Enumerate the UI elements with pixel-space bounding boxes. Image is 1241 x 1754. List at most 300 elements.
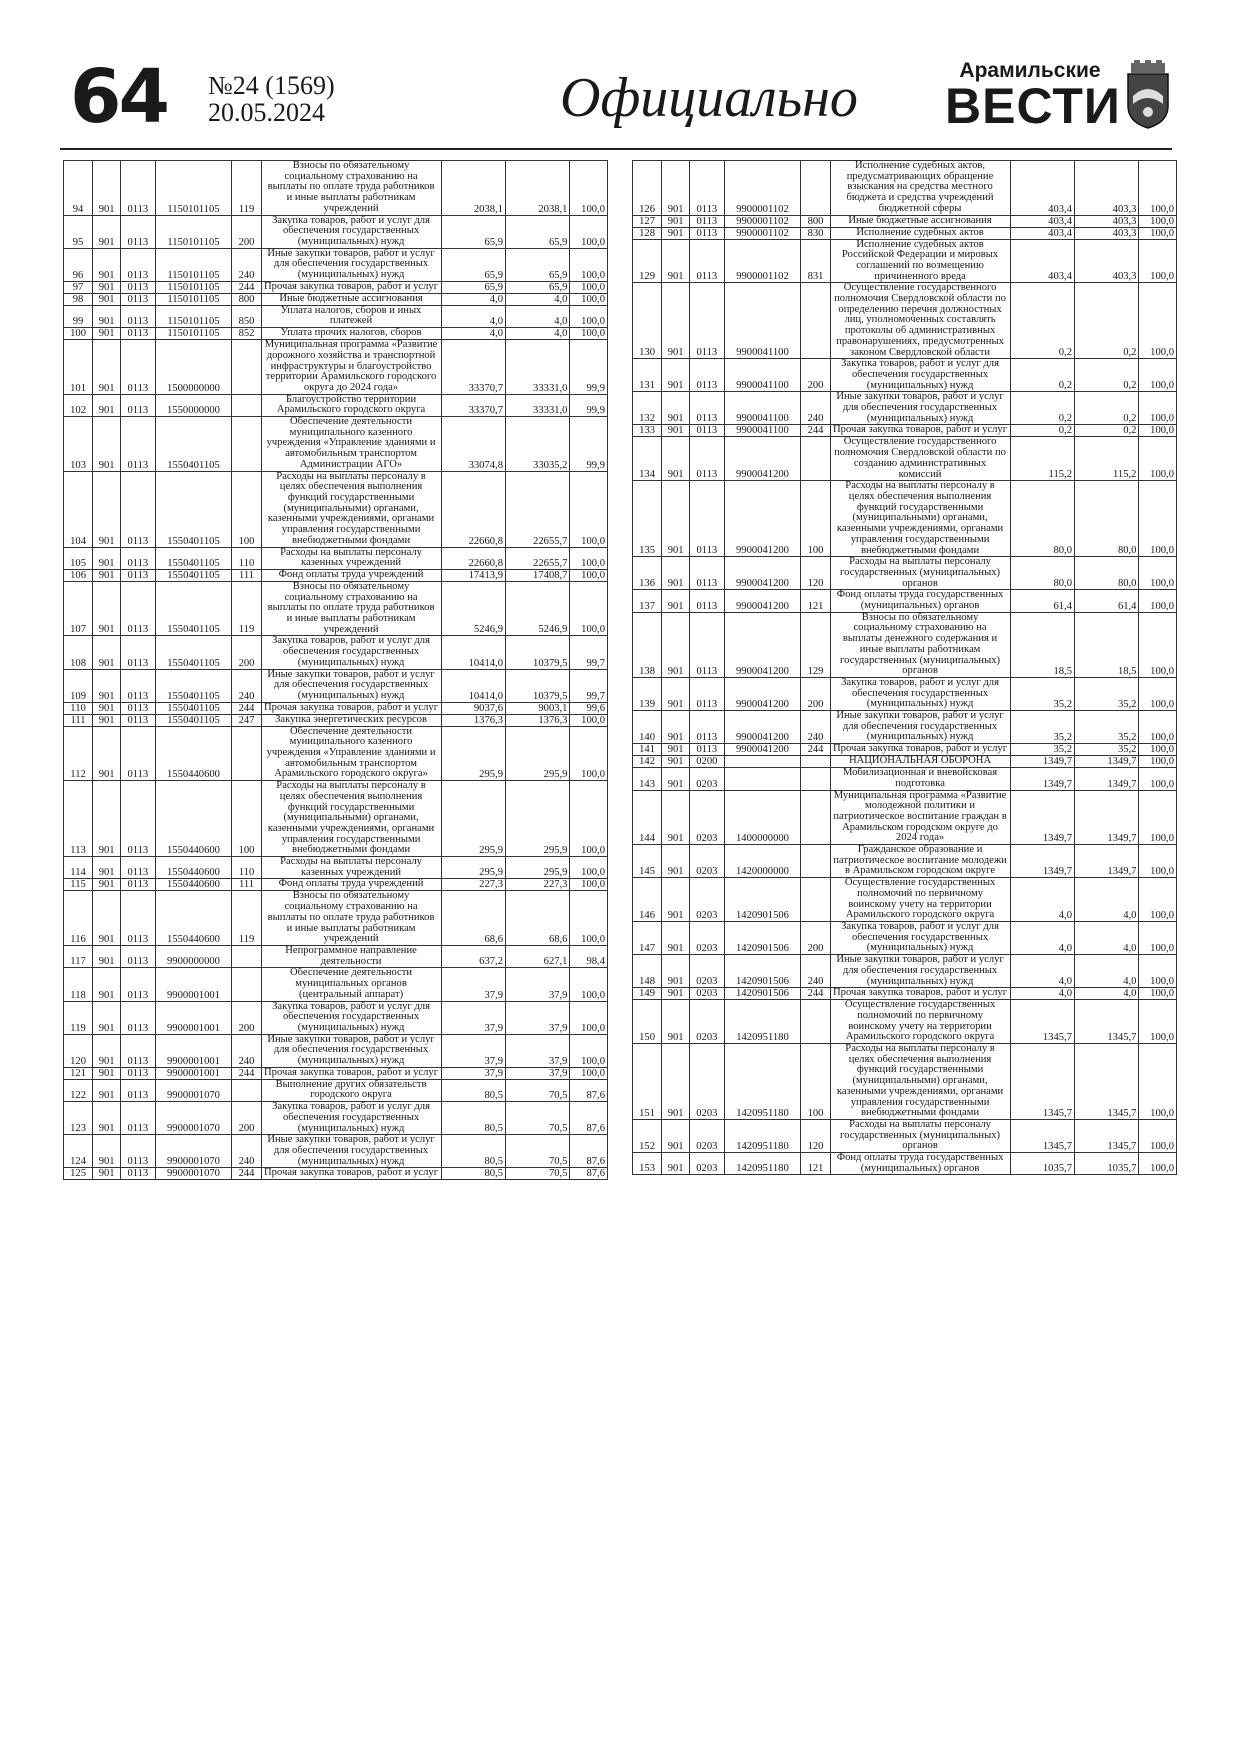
table-row xyxy=(64,1067,608,1079)
expense-type-code: 200 xyxy=(232,1001,261,1034)
section-code: 0113 xyxy=(121,248,155,281)
expense-type-code: 200 xyxy=(801,922,830,955)
section-code: 0113 xyxy=(121,781,155,857)
table-row xyxy=(64,714,608,726)
target-article-code: 1550401105 xyxy=(155,714,232,726)
ministry-code: 901 xyxy=(93,161,121,216)
section-code: 0113 xyxy=(690,227,724,239)
executed-amount: 1035,7 xyxy=(1075,1153,1139,1175)
executed-amount: 65,9 xyxy=(506,281,570,293)
expense-description: Обеспечение деятельности муниципального казенного учреждения «Управление зданиями и автомобильным транспортом Администрации АГО» xyxy=(261,417,441,472)
expense-description: Взносы по обязательному социальному страхованию на выплаты денежного содержания и иные выплаты работникам государственных (муниципальных) органов xyxy=(830,612,1010,677)
row-number: 98 xyxy=(64,293,93,305)
planned-amount: 0,2 xyxy=(1010,392,1074,425)
expense-type-code: 244 xyxy=(232,702,261,714)
executed-amount: 1345,7 xyxy=(1075,1044,1139,1120)
execution-percent: 100,0 xyxy=(570,714,608,726)
table-row xyxy=(64,891,608,946)
table-row xyxy=(64,417,608,472)
executed-amount: 70,5 xyxy=(506,1079,570,1101)
row-number: 96 xyxy=(64,248,93,281)
expense-type-code: 111 xyxy=(232,879,261,891)
expense-description: Прочая закупка товаров, работ и услуг xyxy=(261,1168,441,1180)
ministry-code: 901 xyxy=(93,340,121,395)
ministry-code: 901 xyxy=(93,1102,121,1135)
table-row xyxy=(64,781,608,857)
target-article-code: 1150101105 xyxy=(155,328,232,340)
ministry-code: 901 xyxy=(93,879,121,891)
ministry-code: 901 xyxy=(93,394,121,416)
table-row xyxy=(64,394,608,416)
planned-amount: 403,4 xyxy=(1010,227,1074,239)
table-row xyxy=(64,1079,608,1101)
ministry-code: 901 xyxy=(662,1119,690,1152)
expense-description: Иные закупки товаров, работ и услуг для обеспечения государственных (муниципальных) нужд xyxy=(261,1034,441,1067)
section-code: 0113 xyxy=(690,711,724,744)
newspaper-logo xyxy=(945,59,1121,134)
planned-amount: 1349,7 xyxy=(1010,768,1074,790)
row-number: 133 xyxy=(633,425,662,437)
ministry-code: 901 xyxy=(662,1153,690,1175)
executed-amount: 80,0 xyxy=(1075,481,1139,557)
execution-percent: 100,0 xyxy=(1139,227,1177,239)
execution-percent: 100,0 xyxy=(1139,161,1177,216)
execution-percent: 99,9 xyxy=(570,340,608,395)
expense-description: Иные закупки товаров, работ и услуг для обеспечения государственных (муниципальных) нужд xyxy=(830,392,1010,425)
expense-type-code: 244 xyxy=(801,744,830,756)
expense-type-code: 200 xyxy=(232,1102,261,1135)
target-article-code: 9900000000 xyxy=(155,946,232,968)
row-number: 124 xyxy=(64,1135,93,1168)
ministry-code: 901 xyxy=(93,248,121,281)
execution-percent: 100,0 xyxy=(570,891,608,946)
row-number: 101 xyxy=(64,340,93,395)
row-number: 111 xyxy=(64,714,93,726)
target-article-code: 9900041100 xyxy=(724,425,801,437)
table-row xyxy=(64,471,608,547)
expense-type-code xyxy=(801,878,830,922)
ministry-code: 901 xyxy=(662,227,690,239)
section-code: 0113 xyxy=(121,394,155,416)
planned-amount: 65,9 xyxy=(441,281,505,293)
executed-amount: 627,1 xyxy=(506,946,570,968)
expense-type-code: 240 xyxy=(232,1034,261,1067)
ministry-code: 901 xyxy=(662,239,690,283)
section-code: 0113 xyxy=(690,437,724,481)
execution-percent: 100,0 xyxy=(570,328,608,340)
execution-percent: 100,0 xyxy=(1139,1119,1177,1152)
row-number: 152 xyxy=(633,1119,662,1152)
section-code: 0113 xyxy=(121,293,155,305)
target-article-code: 1420000000 xyxy=(724,845,801,878)
planned-amount: 295,9 xyxy=(441,781,505,857)
section-code: 0203 xyxy=(690,1119,724,1152)
target-article-code: 9900041200 xyxy=(724,437,801,481)
row-number: 146 xyxy=(633,878,662,922)
table-row xyxy=(633,1153,1177,1175)
ministry-code: 901 xyxy=(662,711,690,744)
expense-type-code: 120 xyxy=(801,1119,830,1152)
expense-description: Осуществление государственного полномочия Свердловской области по созданию административных комиссий xyxy=(830,437,1010,481)
expense-type-code: 244 xyxy=(801,988,830,1000)
executed-amount: 1349,7 xyxy=(1075,845,1139,878)
executed-amount: 1376,3 xyxy=(506,714,570,726)
row-number: 149 xyxy=(633,988,662,1000)
expense-type-code xyxy=(232,394,261,416)
table-row xyxy=(633,612,1177,677)
row-number: 119 xyxy=(64,1001,93,1034)
target-article-code: 1550401105 xyxy=(155,702,232,714)
expense-type-code xyxy=(232,946,261,968)
ministry-code: 901 xyxy=(662,359,690,392)
expense-description: Мобилизационная и вневойсковая подготовка xyxy=(830,768,1010,790)
expense-description: Прочая закупка товаров, работ и услуг xyxy=(830,988,1010,1000)
row-number: 118 xyxy=(64,968,93,1001)
row-number: 95 xyxy=(64,215,93,248)
planned-amount: 0,2 xyxy=(1010,359,1074,392)
section-code: 0203 xyxy=(690,768,724,790)
row-number: 132 xyxy=(633,392,662,425)
executed-amount: 4,0 xyxy=(1075,922,1139,955)
planned-amount: 403,4 xyxy=(1010,239,1074,283)
ministry-code: 901 xyxy=(662,845,690,878)
expense-description: Расходы на выплаты персоналу государственных (муниципальных) органов xyxy=(830,1119,1010,1152)
expense-description: Иные бюджетные ассигнования xyxy=(261,293,441,305)
section-title: Официально xyxy=(560,67,858,129)
executed-amount: 295,9 xyxy=(506,857,570,879)
expense-type-code: 120 xyxy=(801,557,830,590)
executed-amount: 403,3 xyxy=(1075,239,1139,283)
table-row xyxy=(64,340,608,395)
executed-amount: 403,3 xyxy=(1075,227,1139,239)
section-code: 0113 xyxy=(121,726,155,781)
expense-type-code: 800 xyxy=(232,293,261,305)
execution-percent: 100,0 xyxy=(570,305,608,327)
expense-description: Закупка товаров, работ и услуг для обеспечения государственных (муниципальных) нужд xyxy=(261,1102,441,1135)
target-article-code: 1550401105 xyxy=(155,669,232,702)
executed-amount: 68,6 xyxy=(506,891,570,946)
target-article-code: 9900001102 xyxy=(724,239,801,283)
expense-description: Обеспечение деятельности муниципальных органов (центральный аппарат) xyxy=(261,968,441,1001)
expense-description: Прочая закупка товаров, работ и услуг xyxy=(261,702,441,714)
section-code: 0203 xyxy=(690,1000,724,1044)
section-code: 0203 xyxy=(690,955,724,988)
ministry-code: 901 xyxy=(93,857,121,879)
execution-percent: 87,6 xyxy=(570,1102,608,1135)
target-article-code: 9900041100 xyxy=(724,359,801,392)
expense-type-code: 119 xyxy=(232,581,261,636)
planned-amount: 4,0 xyxy=(1010,878,1074,922)
expense-description: Исполнение судебных актов Российской Федерации и мировых соглашений по возмещению причиненного вреда xyxy=(830,239,1010,283)
target-article-code: 9900001070 xyxy=(155,1168,232,1180)
row-number: 141 xyxy=(633,744,662,756)
section-code: 0113 xyxy=(121,417,155,472)
issue-info xyxy=(208,72,335,126)
execution-percent: 98,4 xyxy=(570,946,608,968)
expense-type-code: 244 xyxy=(232,1168,261,1180)
planned-amount: 10414,0 xyxy=(441,669,505,702)
planned-amount: 9037,6 xyxy=(441,702,505,714)
table-row xyxy=(64,669,608,702)
expense-description: Осуществление государственного полномочия Свердловской области по определению перечня должностных лиц, уполномоченных составлять протоколы об административных правонарушениях, предусмотренных законом Свердловской области xyxy=(830,283,1010,359)
planned-amount: 80,5 xyxy=(441,1135,505,1168)
executed-amount: 37,9 xyxy=(506,1034,570,1067)
table-row xyxy=(64,968,608,1001)
table-row xyxy=(633,711,1177,744)
target-article-code: 9900001001 xyxy=(155,1001,232,1034)
table-row xyxy=(64,328,608,340)
planned-amount: 4,0 xyxy=(441,328,505,340)
table-row xyxy=(64,1034,608,1067)
planned-amount: 2038,1 xyxy=(441,161,505,216)
row-number: 131 xyxy=(633,359,662,392)
execution-percent: 99,9 xyxy=(570,417,608,472)
execution-percent: 100,0 xyxy=(570,161,608,216)
target-article-code: 1150101105 xyxy=(155,215,232,248)
expense-type-code: 100 xyxy=(232,781,261,857)
execution-percent: 100,0 xyxy=(570,1067,608,1079)
ministry-code: 901 xyxy=(662,677,690,710)
section-code: 0113 xyxy=(121,857,155,879)
executed-amount: 403,3 xyxy=(1075,161,1139,216)
table-row xyxy=(64,305,608,327)
planned-amount: 1035,7 xyxy=(1010,1153,1074,1175)
row-number: 127 xyxy=(633,215,662,227)
target-article-code: 9900001070 xyxy=(155,1079,232,1101)
executed-amount: 70,5 xyxy=(506,1102,570,1135)
executed-amount: 1345,7 xyxy=(1075,1000,1139,1044)
row-number: 148 xyxy=(633,955,662,988)
target-article-code: 9900041100 xyxy=(724,392,801,425)
execution-percent: 100,0 xyxy=(1139,845,1177,878)
planned-amount: 115,2 xyxy=(1010,437,1074,481)
expense-type-code xyxy=(232,968,261,1001)
execution-percent: 99,6 xyxy=(570,702,608,714)
section-code: 0113 xyxy=(121,1001,155,1034)
expense-type-code: 240 xyxy=(232,1135,261,1168)
expense-description: Фонд оплаты труда государственных (муниципальных) органов xyxy=(830,1153,1010,1175)
execution-percent: 100,0 xyxy=(1139,756,1177,768)
executed-amount: 33331,0 xyxy=(506,394,570,416)
expense-type-code: 240 xyxy=(232,248,261,281)
executed-amount: 115,2 xyxy=(1075,437,1139,481)
table-row xyxy=(633,359,1177,392)
section-code: 0113 xyxy=(121,281,155,293)
row-number: 122 xyxy=(64,1079,93,1101)
expense-description: Благоустройство территории Арамильского городского округа xyxy=(261,394,441,416)
executed-amount: 33331,0 xyxy=(506,340,570,395)
table-row xyxy=(64,215,608,248)
ministry-code: 901 xyxy=(93,1034,121,1067)
ministry-code: 901 xyxy=(662,988,690,1000)
row-number: 130 xyxy=(633,283,662,359)
ministry-code: 901 xyxy=(662,790,690,845)
table-row xyxy=(64,702,608,714)
row-number: 125 xyxy=(64,1168,93,1180)
execution-percent: 100,0 xyxy=(1139,612,1177,677)
table-row xyxy=(64,857,608,879)
execution-percent: 100,0 xyxy=(570,281,608,293)
section-code: 0203 xyxy=(690,988,724,1000)
execution-percent: 100,0 xyxy=(1139,711,1177,744)
executed-amount: 22655,7 xyxy=(506,471,570,547)
target-article-code: 1550401105 xyxy=(155,471,232,547)
ministry-code: 901 xyxy=(93,669,121,702)
ministry-code: 901 xyxy=(93,1079,121,1101)
row-number: 140 xyxy=(633,711,662,744)
table-row xyxy=(633,878,1177,922)
executed-amount: 65,9 xyxy=(506,248,570,281)
expense-description: Закупка товаров, работ и услуг для обеспечения государственных (муниципальных) нужд xyxy=(261,636,441,669)
expense-type-code: 121 xyxy=(801,590,830,612)
table-row xyxy=(64,569,608,581)
executed-amount: 35,2 xyxy=(1075,677,1139,710)
row-number: 100 xyxy=(64,328,93,340)
planned-amount: 80,5 xyxy=(441,1102,505,1135)
executed-amount: 70,5 xyxy=(506,1135,570,1168)
planned-amount: 35,2 xyxy=(1010,677,1074,710)
expense-description: Обеспечение деятельности муниципального казенного учреждения «Управление зданиями и автомобильным транспортом Арамильского городского округа» xyxy=(261,726,441,781)
execution-percent: 100,0 xyxy=(1139,590,1177,612)
table-row xyxy=(64,1168,608,1180)
planned-amount: 65,9 xyxy=(441,215,505,248)
row-number: 142 xyxy=(633,756,662,768)
expense-type-code: 129 xyxy=(801,612,830,677)
section-code: 0203 xyxy=(690,878,724,922)
row-number: 110 xyxy=(64,702,93,714)
execution-percent: 100,0 xyxy=(570,248,608,281)
row-number: 116 xyxy=(64,891,93,946)
expense-description: Прочая закупка товаров, работ и услуг xyxy=(261,281,441,293)
execution-percent: 100,0 xyxy=(570,781,608,857)
table-row xyxy=(633,215,1177,227)
expense-type-code: 830 xyxy=(801,227,830,239)
section-code: 0113 xyxy=(690,744,724,756)
execution-percent: 100,0 xyxy=(1139,239,1177,283)
ministry-code: 901 xyxy=(662,955,690,988)
planned-amount: 403,4 xyxy=(1010,161,1074,216)
execution-percent: 100,0 xyxy=(1139,790,1177,845)
target-article-code: 1420951180 xyxy=(724,1000,801,1044)
section-code: 0113 xyxy=(121,1168,155,1180)
table-row xyxy=(633,283,1177,359)
ministry-code: 901 xyxy=(93,1135,121,1168)
coat-of-arms-icon xyxy=(1125,60,1171,130)
execution-percent: 100,0 xyxy=(570,471,608,547)
expense-description: Расходы на выплаты персоналу в целях обеспечения выполнения функций государственными (муниципальными) органами, казенными учреждениями, органами управления государственными внебюджетными фондами xyxy=(830,1044,1010,1120)
table-row xyxy=(64,547,608,569)
target-article-code: 1150101105 xyxy=(155,248,232,281)
execution-percent: 87,6 xyxy=(570,1135,608,1168)
expense-type-code: 852 xyxy=(232,328,261,340)
row-number: 151 xyxy=(633,1044,662,1120)
target-article-code: 9900041200 xyxy=(724,711,801,744)
planned-amount: 80,0 xyxy=(1010,557,1074,590)
table-row xyxy=(633,955,1177,988)
planned-amount: 37,9 xyxy=(441,1001,505,1034)
executed-amount: 0,2 xyxy=(1075,392,1139,425)
section-code: 0203 xyxy=(690,790,724,845)
planned-amount: 1349,7 xyxy=(1010,845,1074,878)
table-row xyxy=(633,768,1177,790)
ministry-code: 901 xyxy=(93,328,121,340)
target-article-code: 1420901506 xyxy=(724,955,801,988)
expense-description: Расходы на выплаты персоналу в целях обеспечения выполнения функций государственными (муниципальными) органами, казенными учреждениями, органами управления государственными внебюджетными фондами xyxy=(261,471,441,547)
ministry-code: 901 xyxy=(93,1001,121,1034)
expense-type-code: 111 xyxy=(232,569,261,581)
table-row xyxy=(633,425,1177,437)
executed-amount: 403,3 xyxy=(1075,215,1139,227)
section-code: 0113 xyxy=(121,1102,155,1135)
execution-percent: 100,0 xyxy=(570,215,608,248)
execution-percent: 100,0 xyxy=(1139,283,1177,359)
expense-type-code xyxy=(232,340,261,395)
expense-type-code xyxy=(801,437,830,481)
expense-type-code: 850 xyxy=(232,305,261,327)
expense-type-code xyxy=(232,417,261,472)
target-article-code: 1550440600 xyxy=(155,781,232,857)
target-article-code: 9900041200 xyxy=(724,481,801,557)
target-article-code: 1420901506 xyxy=(724,988,801,1000)
target-article-code xyxy=(724,768,801,790)
executed-amount: 10379,5 xyxy=(506,636,570,669)
row-number: 107 xyxy=(64,581,93,636)
target-article-code: 9900041200 xyxy=(724,590,801,612)
ministry-code: 901 xyxy=(662,878,690,922)
expense-type-code: 800 xyxy=(801,215,830,227)
planned-amount: 10414,0 xyxy=(441,636,505,669)
planned-amount: 18,5 xyxy=(1010,612,1074,677)
expense-type-code: 110 xyxy=(232,547,261,569)
section-code: 0113 xyxy=(121,636,155,669)
target-article-code: 9900001102 xyxy=(724,161,801,216)
row-number: 137 xyxy=(633,590,662,612)
row-number: 108 xyxy=(64,636,93,669)
table-row xyxy=(64,1135,608,1168)
section-code: 0113 xyxy=(121,1135,155,1168)
expense-description: Уплата налогов, сборов и иных платежей xyxy=(261,305,441,327)
expense-type-code: 200 xyxy=(801,359,830,392)
executed-amount: 0,2 xyxy=(1075,283,1139,359)
executed-amount: 10379,5 xyxy=(506,669,570,702)
target-article-code: 1150101105 xyxy=(155,161,232,216)
expense-type-code: 240 xyxy=(801,955,830,988)
executed-amount: 4,0 xyxy=(506,328,570,340)
row-number: 143 xyxy=(633,768,662,790)
target-article-code: 1400000000 xyxy=(724,790,801,845)
execution-percent: 100,0 xyxy=(1139,768,1177,790)
expense-description: Гражданское образование и патриотическое воспитание молодежи в Арамильском городском округе xyxy=(830,845,1010,878)
row-number: 145 xyxy=(633,845,662,878)
expense-description: Иные закупки товаров, работ и услуг для обеспечения государственных (муниципальных) нужд xyxy=(261,669,441,702)
planned-amount: 80,5 xyxy=(441,1079,505,1101)
expense-type-code: 121 xyxy=(801,1153,830,1175)
expense-description: Муниципальная программа «Развитие дорожного хозяйства и транспортной инфраструктуры и благоустройство территории Арамильского городского округа до 2024 года» xyxy=(261,340,441,395)
section-code: 0113 xyxy=(121,879,155,891)
expense-description: Иные закупки товаров, работ и услуг для обеспечения государственных (муниципальных) нужд xyxy=(830,711,1010,744)
execution-percent: 100,0 xyxy=(570,726,608,781)
table-row xyxy=(64,946,608,968)
table-row xyxy=(64,281,608,293)
target-article-code: 1550000000 xyxy=(155,394,232,416)
execution-percent: 99,7 xyxy=(570,636,608,669)
expense-description: Исполнение судебных актов, предусматривающих обращение взыскания на средства местного бюджета и средства учреждений бюджетной сферы xyxy=(830,161,1010,216)
expense-type-code: 100 xyxy=(801,481,830,557)
expense-description: Взносы по обязательному социальному страхованию на выплаты по оплате труда работников и иные выплаты работникам учреждений xyxy=(261,161,441,216)
planned-amount: 403,4 xyxy=(1010,215,1074,227)
execution-percent: 100,0 xyxy=(1139,988,1177,1000)
expense-description: Прочая закупка товаров, работ и услуг xyxy=(830,425,1010,437)
